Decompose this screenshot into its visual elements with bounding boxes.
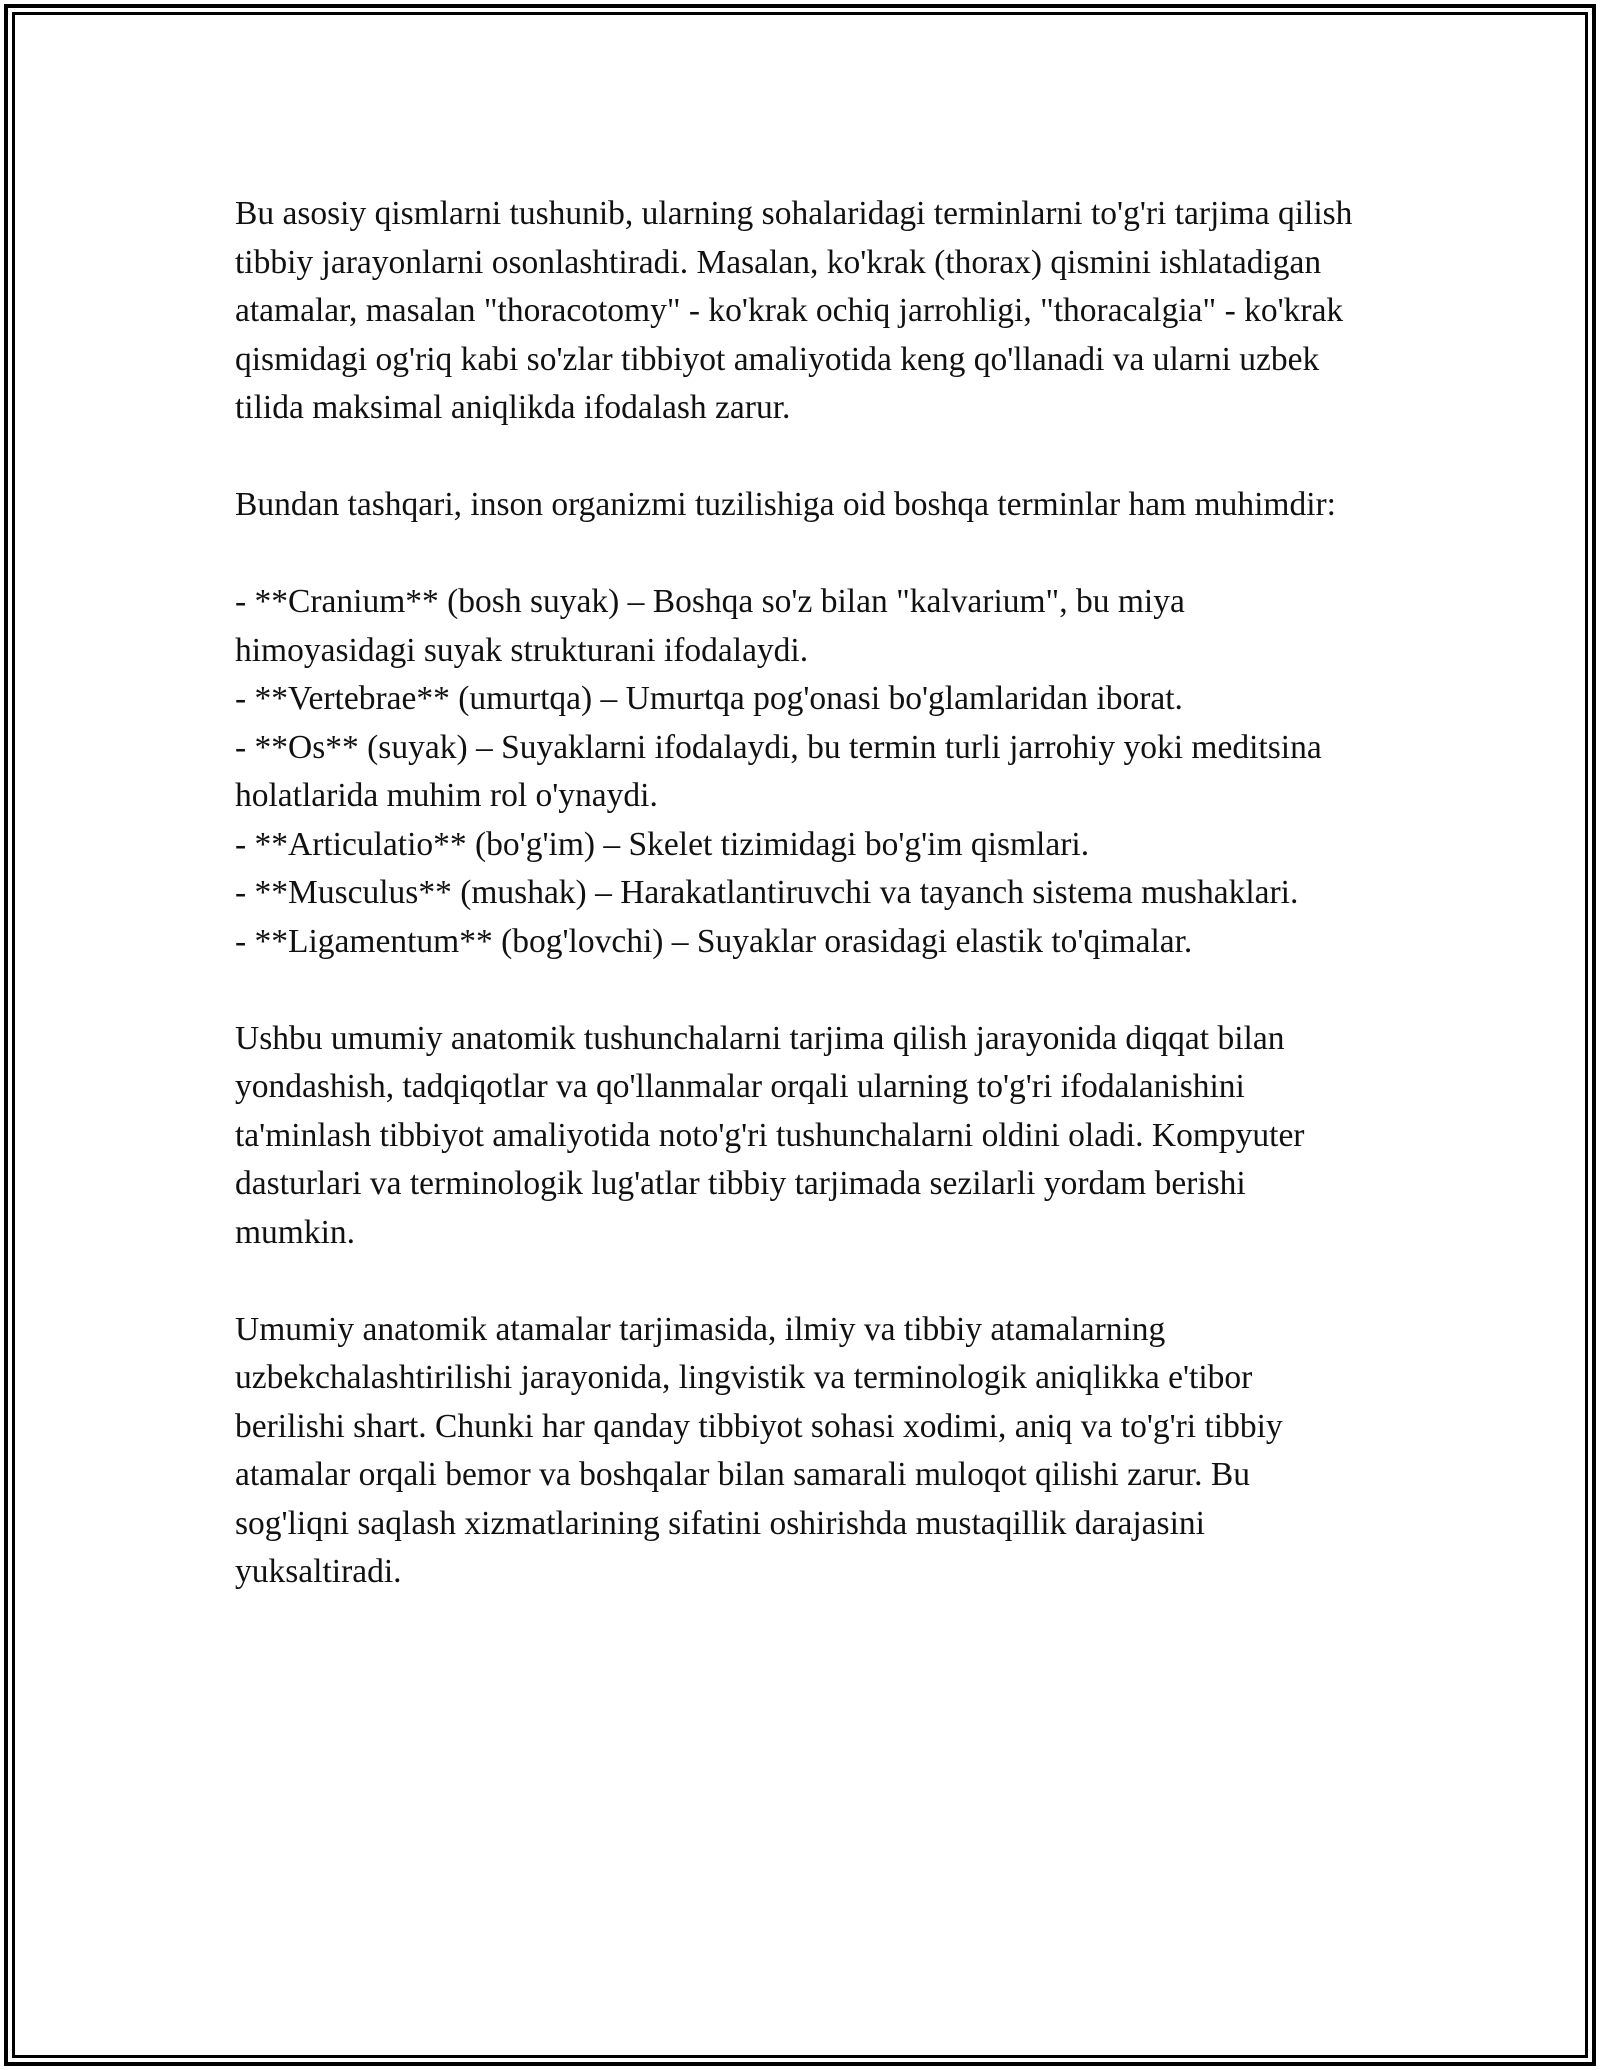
list-item-ligamentum: - **Ligamentum** (bog'lovchi) – Suyaklar orasidagi elastik to'qimalar. (235, 922, 1193, 960)
list-item-musculus: - **Musculus** (mushak) – Harakatlantiruvchi va tayanch sistema mushaklari. (235, 874, 1299, 911)
document-body (235, 190, 1365, 1645)
list-item-cranium: - **Cranium** (bosh suyak) – Boshqa so'z bilan "kalvarium", bu miya himoyasidagi suyak strukturani ifodalaydi. (235, 583, 1185, 669)
paragraph-terms-lead: Bundan tashqari, inson organizmi tuzilishiga oid boshqa terminlar ham muhimdir: (235, 486, 1336, 523)
paragraph-intro: Bu asosiy qismlarni tushunib, ularning sohalaridagi terminlarni to'g'ri tarjima qilish tibbiy jarayonlarni osonlashtiradi. Masalan, ko'krak (thorax) qismini ishlatadigan atamalar, masalan "thoracotomy" - ko'krak ochiq jarrohligi, "thoracalgia" - ko'krak qismidagi og'riq kabi so'zlar tibbiyot amaliyotida keng qo'llanadi va ularni uzbek tilida maksimal aniqlikda ifodalash zarur. (235, 195, 1353, 426)
list-item-vertebrae: - **Vertebrae** (umurtqa) – Umurtqa pog'onasi bo'glamlaridan iborat. (235, 680, 1183, 717)
list-item-articulatio: - **Articulatio** (bo'g'im) – Skelet tizimidagi bo'g'im qismlari. (235, 825, 1090, 863)
term-list (235, 578, 1365, 966)
list-item-os: - **Os** (suyak) – Suyaklarni ifodalaydi, bu termin turli jarrohiy yoki meditsina holatlarida muhim rol o'ynaydi. (235, 728, 1322, 814)
paragraph-conclusion: Umumiy anatomik atamalar tarjimasida, ilmiy va tibbiy atamalarning uzbekchalashtirilishi jarayonida, lingvistik va terminologik aniqlikka e'tibor berilishi shart. Chunki har qanday tibbiyot sohasi xodimi, aniq va to'g'ri tibbiy atamalar orqali bemor va boshqalar bilan samarali muloqot qilishi zarur. Bu sog'liqni saqlash xizmatlarining sifatini oshirishda mustaqillik darajasini yuksaltiradi. (235, 1310, 1283, 1590)
paragraph-translation-care: Ushbu umumiy anatomik tushunchalarni tarjima qilish jarayonida diqqat bilan yondashish, tadqiqotlar va qo'llanmalar orqali ularning to'g'ri ifodalanishini ta'minlash tibbiyot amaliyotida noto'g'ri tushunchalarni oldini oladi. Kompyuter dasturlari va terminologik lug'atlar tibbiy tarjimada sezilarli yordam berishi mumkin. (235, 1019, 1305, 1251)
